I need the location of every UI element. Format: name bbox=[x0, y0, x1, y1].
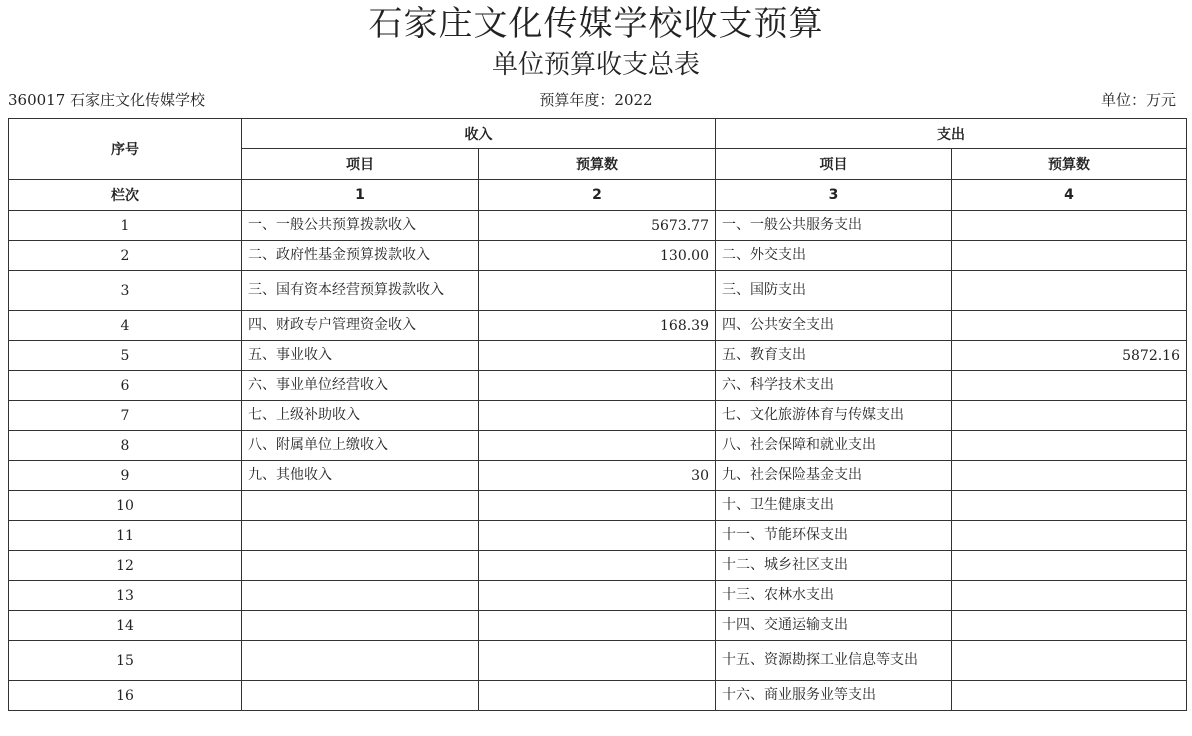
expense-item: 九、社会保险基金支出 bbox=[716, 461, 952, 491]
table-row bbox=[9, 681, 1187, 711]
expense-amount bbox=[952, 401, 1187, 431]
budget-year: 预算年度：2022 bbox=[539, 91, 653, 109]
income-amount: 30 bbox=[479, 461, 716, 491]
income-amount bbox=[479, 371, 716, 401]
income-amount bbox=[479, 551, 716, 581]
page-subtitle: 单位预算收支总表 bbox=[491, 50, 700, 80]
budget-table bbox=[8, 118, 1187, 711]
income-item: 八、附属单位上缴收入 bbox=[242, 431, 479, 461]
table-row bbox=[9, 371, 1187, 401]
row-seq: 5 bbox=[9, 341, 242, 371]
expense-amount bbox=[952, 271, 1187, 311]
row-seq: 12 bbox=[9, 551, 242, 581]
income-item-header: 项目 bbox=[242, 149, 479, 180]
expense-item: 十五、资源勘探工业信息等支出 bbox=[716, 641, 952, 681]
table-row bbox=[9, 401, 1187, 431]
row-seq: 7 bbox=[9, 401, 242, 431]
row-seq: 13 bbox=[9, 581, 242, 611]
expense-item: 一、一般公共服务支出 bbox=[716, 211, 952, 241]
page-title: 石家庄文化传媒学校收支预算 bbox=[368, 4, 824, 44]
table-row bbox=[9, 641, 1187, 681]
income-header: 收入 bbox=[242, 119, 716, 149]
table-row bbox=[9, 431, 1187, 461]
column-index-2: 2 bbox=[479, 180, 716, 211]
expense-amount bbox=[952, 311, 1187, 341]
income-amount bbox=[479, 491, 716, 521]
income-item bbox=[242, 581, 479, 611]
seq-header: 序号 bbox=[9, 119, 242, 180]
table-row bbox=[9, 581, 1187, 611]
column-index-1: 1 bbox=[242, 180, 479, 211]
column-index-header: 栏次 bbox=[9, 180, 242, 211]
table-row bbox=[9, 461, 1187, 491]
income-item: 六、事业单位经营收入 bbox=[242, 371, 479, 401]
expense-item: 十、卫生健康支出 bbox=[716, 491, 952, 521]
table-row bbox=[9, 611, 1187, 641]
table-row bbox=[9, 521, 1187, 551]
table-row bbox=[9, 551, 1187, 581]
row-seq: 14 bbox=[9, 611, 242, 641]
income-amount bbox=[479, 431, 716, 461]
income-amount: 130.00 bbox=[479, 241, 716, 271]
expense-item: 十三、农林水支出 bbox=[716, 581, 952, 611]
expense-item: 四、公共安全支出 bbox=[716, 311, 952, 341]
expense-item-header: 项目 bbox=[716, 149, 952, 180]
income-amount-header: 预算数 bbox=[479, 149, 716, 180]
row-seq: 10 bbox=[9, 491, 242, 521]
column-index-3: 3 bbox=[716, 180, 952, 211]
expense-amount: 5872.16 bbox=[952, 341, 1187, 371]
unit-code-name: 360017 石家庄文化传媒学校 bbox=[8, 91, 206, 109]
row-seq: 15 bbox=[9, 641, 242, 681]
income-item: 二、政府性基金预算拨款收入 bbox=[242, 241, 479, 271]
expense-amount bbox=[952, 431, 1187, 461]
table-row bbox=[9, 241, 1187, 271]
expense-item: 五、教育支出 bbox=[716, 341, 952, 371]
income-amount: 168.39 bbox=[479, 311, 716, 341]
row-seq: 8 bbox=[9, 431, 242, 461]
income-amount bbox=[479, 521, 716, 551]
income-item: 三、国有资本经营预算拨款收入 bbox=[242, 271, 479, 311]
expense-amount bbox=[952, 461, 1187, 491]
expense-item: 六、科学技术支出 bbox=[716, 371, 952, 401]
expense-item: 十一、节能环保支出 bbox=[716, 521, 952, 551]
income-amount: 5673.77 bbox=[479, 211, 716, 241]
income-item: 五、事业收入 bbox=[242, 341, 479, 371]
expense-item: 三、国防支出 bbox=[716, 271, 952, 311]
expense-item: 十四、交通运输支出 bbox=[716, 611, 952, 641]
income-item: 七、上级补助收入 bbox=[242, 401, 479, 431]
expense-amount bbox=[952, 681, 1187, 711]
expense-item: 十六、商业服务业等支出 bbox=[716, 681, 952, 711]
expense-amount-header: 预算数 bbox=[952, 149, 1187, 180]
row-seq: 11 bbox=[9, 521, 242, 551]
expense-amount bbox=[952, 611, 1187, 641]
column-index-4: 4 bbox=[952, 180, 1187, 211]
income-item bbox=[242, 681, 479, 711]
row-seq: 4 bbox=[9, 311, 242, 341]
table-row bbox=[9, 341, 1187, 371]
expense-amount bbox=[952, 211, 1187, 241]
expense-item: 二、外交支出 bbox=[716, 241, 952, 271]
income-amount bbox=[479, 611, 716, 641]
income-item bbox=[242, 551, 479, 581]
income-amount bbox=[479, 401, 716, 431]
expense-amount bbox=[952, 241, 1187, 271]
row-seq: 16 bbox=[9, 681, 242, 711]
expense-amount bbox=[952, 521, 1187, 551]
income-amount bbox=[479, 681, 716, 711]
income-item: 九、其他收入 bbox=[242, 461, 479, 491]
expense-amount bbox=[952, 551, 1187, 581]
expense-amount bbox=[952, 491, 1187, 521]
income-item bbox=[242, 611, 479, 641]
table-row bbox=[9, 311, 1187, 341]
income-item: 一、一般公共预算拨款收入 bbox=[242, 211, 479, 241]
income-amount bbox=[479, 341, 716, 371]
expense-header: 支出 bbox=[716, 119, 1187, 149]
expense-amount bbox=[952, 371, 1187, 401]
table-row bbox=[9, 271, 1187, 311]
table-row bbox=[9, 491, 1187, 521]
expense-item: 八、社会保障和就业支出 bbox=[716, 431, 952, 461]
income-amount bbox=[479, 271, 716, 311]
row-seq: 1 bbox=[9, 211, 242, 241]
income-item bbox=[242, 641, 479, 681]
row-seq: 6 bbox=[9, 371, 242, 401]
table-row bbox=[9, 211, 1187, 241]
income-item: 四、财政专户管理资金收入 bbox=[242, 311, 479, 341]
expense-item: 七、文化旅游体育与传媒支出 bbox=[716, 401, 952, 431]
row-seq: 3 bbox=[9, 271, 242, 311]
expense-item: 十二、城乡社区支出 bbox=[716, 551, 952, 581]
row-seq: 9 bbox=[9, 461, 242, 491]
income-amount bbox=[479, 641, 716, 681]
income-amount bbox=[479, 581, 716, 611]
expense-amount bbox=[952, 641, 1187, 681]
currency-unit: 单位：万元 bbox=[1100, 91, 1176, 109]
income-item bbox=[242, 521, 479, 551]
row-seq: 2 bbox=[9, 241, 242, 271]
income-item bbox=[242, 491, 479, 521]
expense-amount bbox=[952, 581, 1187, 611]
